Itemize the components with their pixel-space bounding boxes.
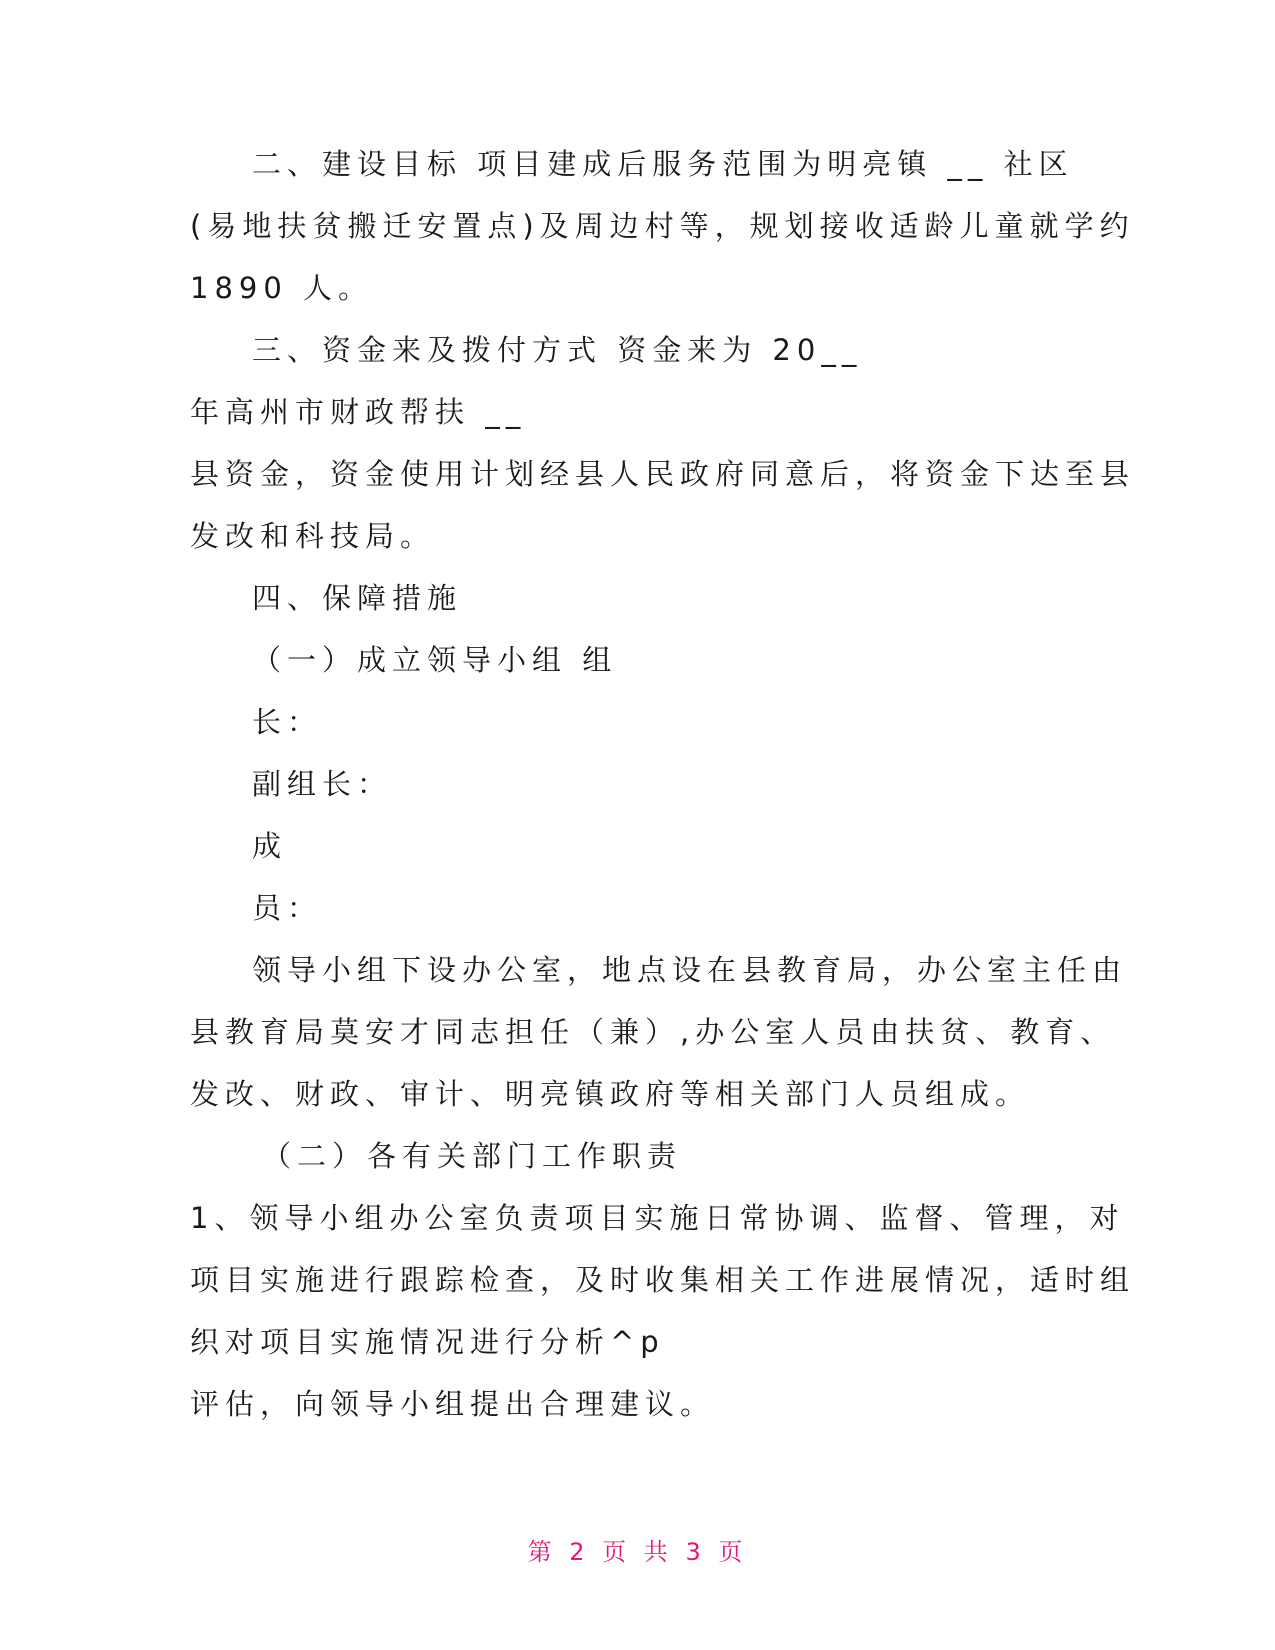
subsection-heading: （一）成立领导小组 组 bbox=[252, 643, 618, 677]
text-line: 领导小组下设办公室，地点设在县教育局，办公室主任由 bbox=[252, 953, 1128, 987]
text-line: 织对项目实施情况进行分析^p bbox=[190, 1325, 665, 1359]
text-line: 成 bbox=[252, 829, 288, 863]
text-line: 发改和科技局。 bbox=[190, 519, 436, 553]
text-line: 县资金，资金使用计划经县人民政府同意后，将资金下达至县 bbox=[190, 457, 1136, 491]
text-line: 二、建设目标 项目建成后服务范围为明亮镇 __ 社区 bbox=[252, 147, 1074, 181]
text-line: 评估，向领导小组提出合理建议。 bbox=[190, 1387, 716, 1421]
section-heading: 四、保障措施 bbox=[252, 581, 463, 615]
text-line: 发改、财政、审计、明亮镇政府等相关部门人员组成。 bbox=[190, 1077, 1031, 1111]
text-line: 年高州市财政帮扶 __ bbox=[190, 395, 527, 429]
text-line: 项目实施进行跟踪检查，及时收集相关工作进展情况，适时组 bbox=[190, 1263, 1136, 1297]
subsection-heading: （二）各有关部门工作职责 bbox=[262, 1139, 683, 1173]
text-line: 县教育局莫安才同志担任（兼）,办公室人员由扶贫、教育、 bbox=[190, 1015, 1116, 1049]
text-line: 长： bbox=[252, 705, 323, 739]
text-line: (易地扶贫搬迁安置点)及周边村等，规划接收适龄儿童就学约 bbox=[190, 209, 1135, 243]
text-line: 三、资金来及拨付方式 资金来为 20__ bbox=[252, 333, 863, 367]
text-line: 副组长： bbox=[252, 767, 393, 801]
text-line: 员： bbox=[252, 891, 323, 925]
page-number-footer: 第 2 页 共 3 页 bbox=[527, 1538, 748, 1566]
text-line: 1890 人。 bbox=[190, 271, 374, 305]
text-line: 1、领导小组办公室负责项目实施日常协调、监督、管理，对 bbox=[190, 1201, 1125, 1235]
